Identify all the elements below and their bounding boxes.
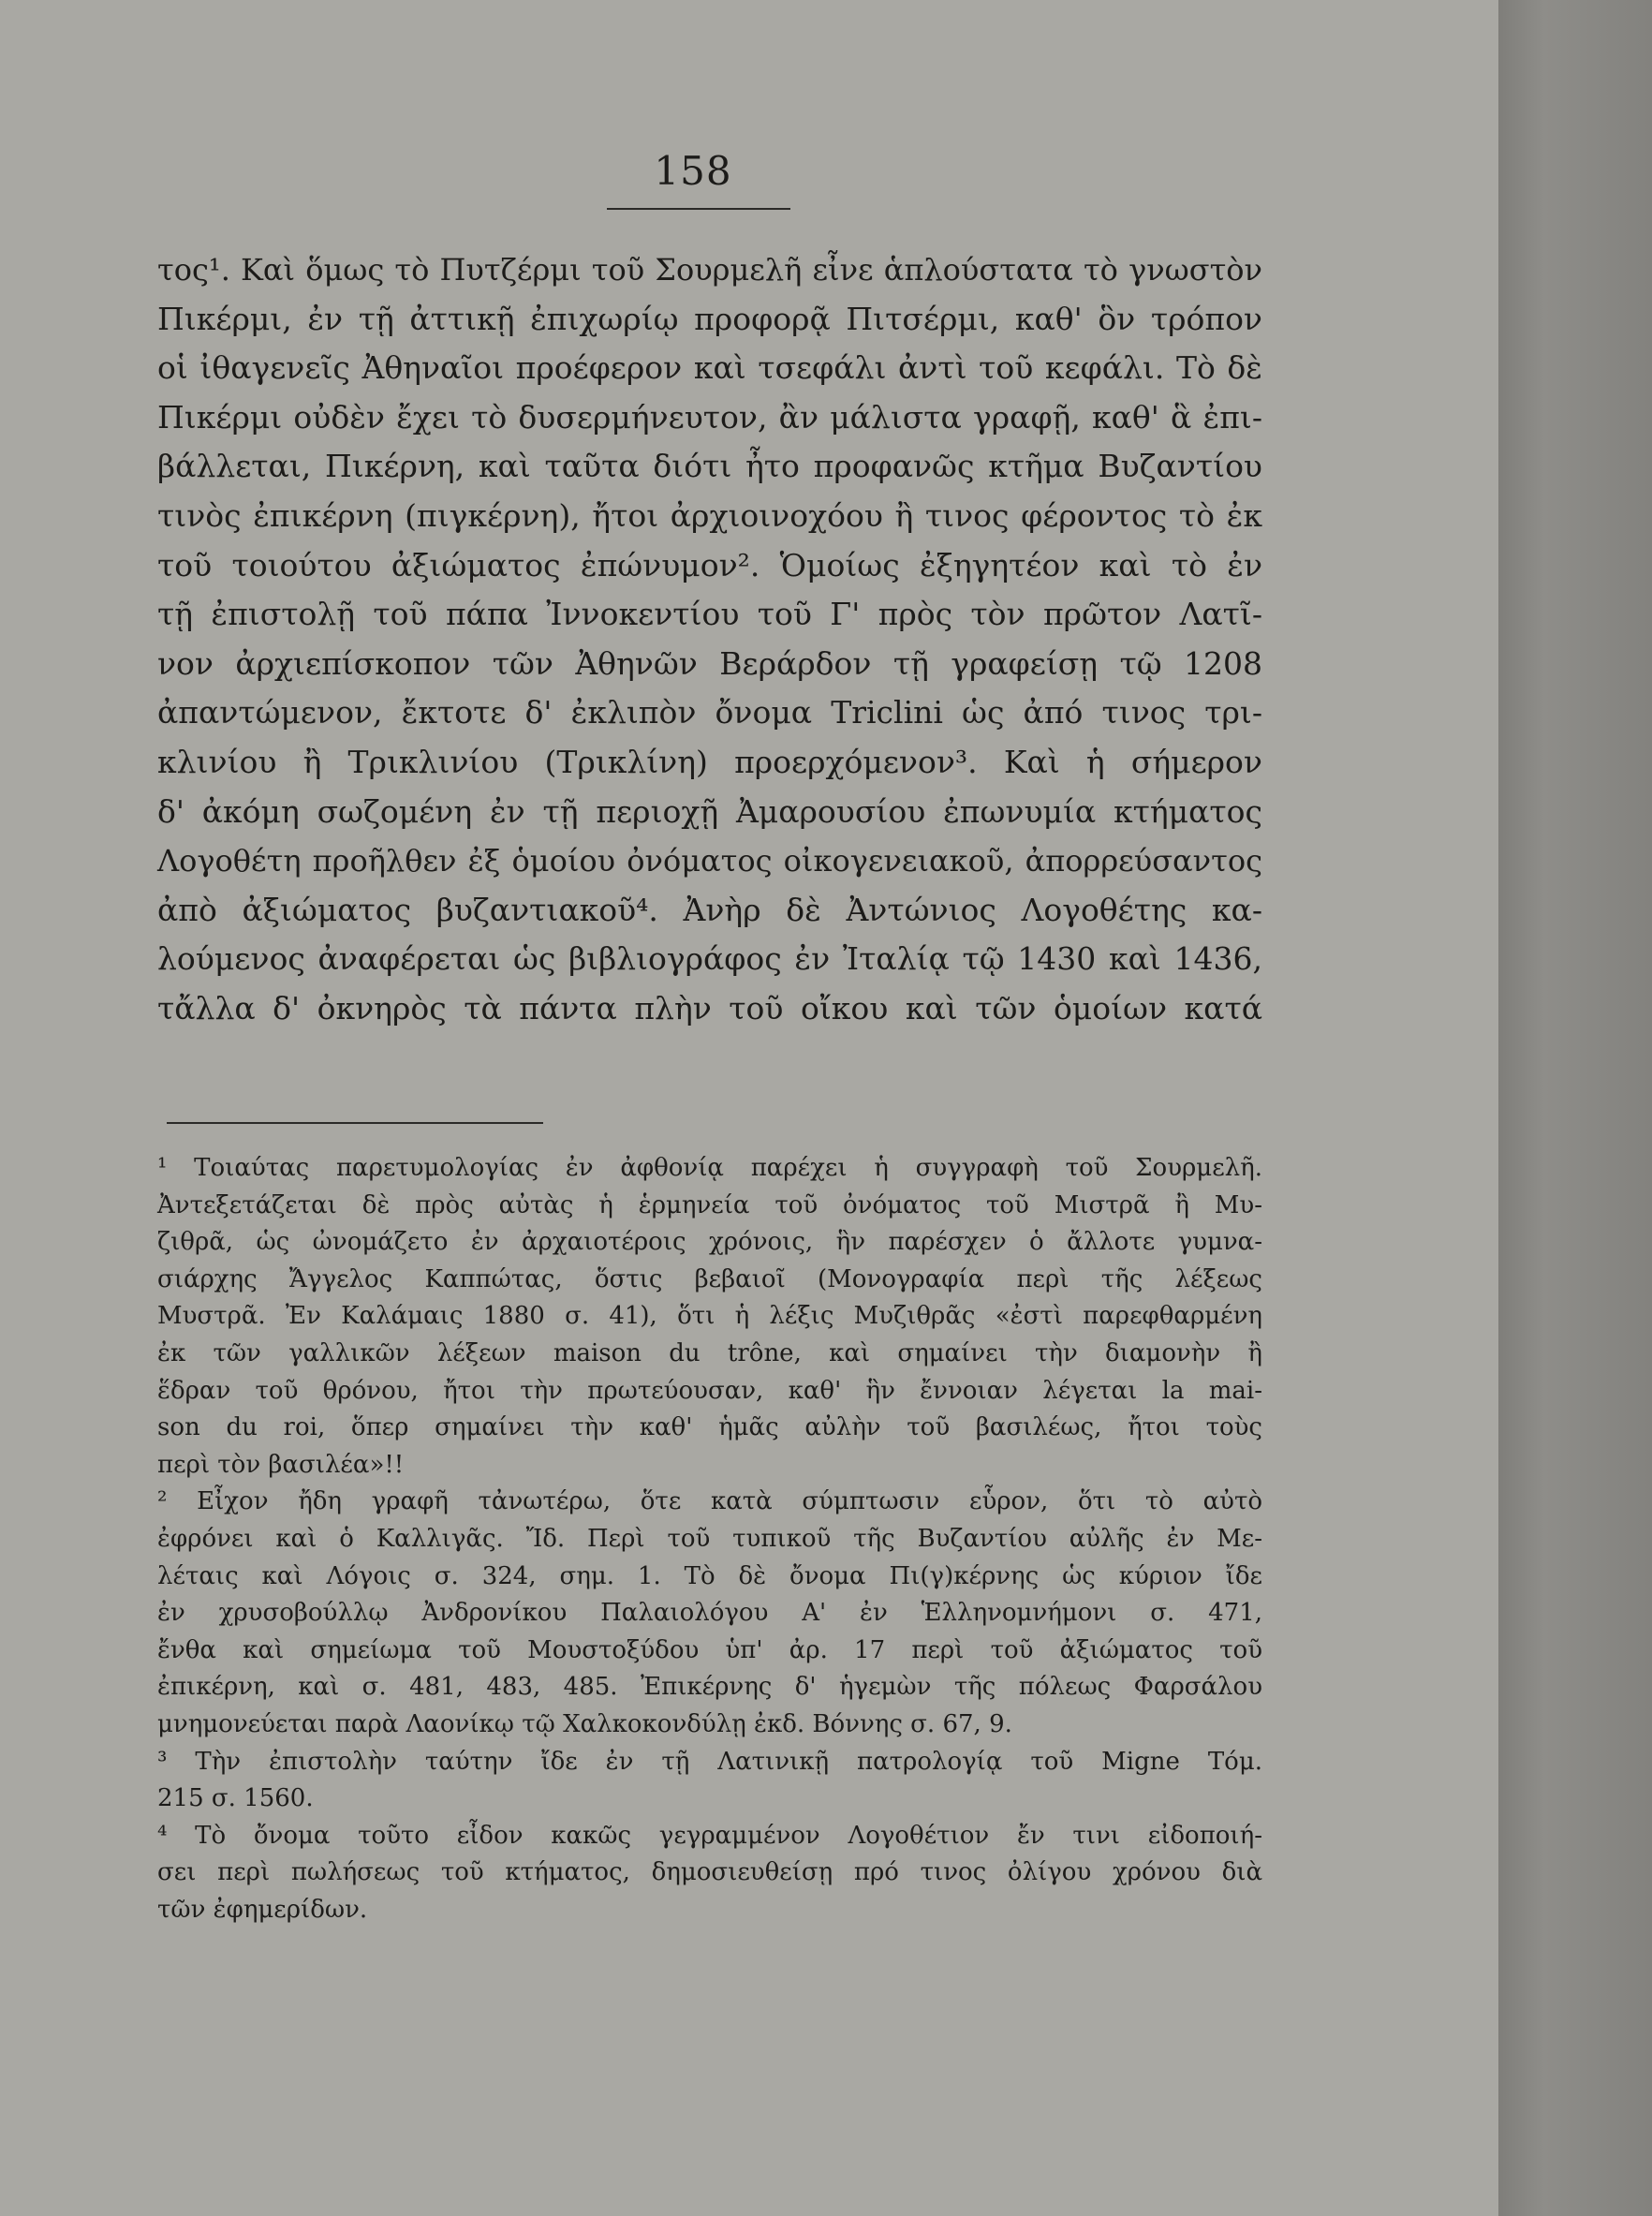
footnote-line: 215 σ. 1560. [157, 1784, 314, 1813]
main-line: ἀπὸ ἀξιώματος βυζαντιακοῦ⁴. Ἀνὴρ δὲ Ἀντώνιος Λογοθέτης κα- [157, 891, 1262, 928]
footnote-line: ἔνθα καὶ σημείωμα τοῦ Μουστοξύδου ὑπ' ἀρ. 17 περὶ τοῦ ἀξιώματος τοῦ [157, 1635, 1262, 1664]
footnotes [157, 1150, 1262, 1928]
main-line: τῇ ἐπιστολῇ τοῦ πάπα Ἰννοκεντίου τοῦ Γ' πρὸς τὸν πρῶτον Λατῖ- [157, 596, 1262, 633]
main-line: ἀπαντώμενον, ἔκτοτε δ' ἐκλιπὸν ὄνομα Triclini ὡς ἀπό τινος τρι- [157, 694, 1262, 731]
footnote-line: ἐν χρυσοβούλλῳ Ἀνδρονίκου Παλαιολόγου Α' ἐν Ἑλληνομνήμονι σ. 471, [157, 1599, 1262, 1628]
footnote-line: ζιθρᾶ, ὡς ὠνομάζετο ἐν ἀρχαιοτέροις χρόνοις, ἣν παρέσχεν ὁ ἄλλοτε γυμνα- [157, 1228, 1262, 1257]
main-line: λούμενος ἀναφέρεται ὡς βιβλιογράφος ἐν Ἰταλίᾳ τῷ 1430 καὶ 1436, [157, 940, 1262, 978]
footnote-line: ἐπικέρνη, καὶ σ. 481, 483, 485. Ἐπικέρνης δ' ἡγεμὼν τῆς πόλεως Φαρσάλου [157, 1673, 1262, 1702]
main-line: δ' ἀκόμη σωζομένη ἐν τῇ περιοχῇ Ἀμαρουσίου ἐπωνυμία κτήματος [157, 792, 1262, 830]
footnote-line: Ἀντεξετάζεται δὲ πρὸς αὐτὰς ἡ ἑρμηνεία τοῦ ὀνόματος τοῦ Μιστρᾶ ἢ Μυ- [157, 1190, 1262, 1219]
footnote-line: σει περὶ πωλήσεως τοῦ κτήματος, δημοσιευθείσῃ πρό τινος ὀλίγου χρόνου διὰ [157, 1858, 1262, 1887]
main-line: οἱ ἰθαγενεῖς Ἀθηναῖοι προέφερον καὶ τσεφάλι ἀντὶ τοῦ κεφάλι. Τὸ δὲ [157, 349, 1262, 387]
page-number-rule [607, 208, 790, 210]
main-line: Λογοθέτη προῆλθεν ἐξ ὁμοίου ὀνόματος οἰκογενειακοῦ, ἀπορρεύσαντος [157, 843, 1262, 879]
footnote-line: ² Εἶχον ἤδη γραφῆ τἀνωτέρω, ὅτε κατὰ σύμπτωσιν εὗρον, ὅτι τὸ αὐτὸ [157, 1487, 1262, 1516]
footnote-line: ⁴ Τὸ ὄνομα τοῦτο εἶδον κακῶς γεγραμμένον Λογοθέτιον ἔν τινι εἰδοποιή- [157, 1821, 1262, 1850]
footnote-line: μνημονεύεται παρὰ Λαονίκῳ τῷ Χαλκοκονδύλῃ ἐκδ. Βόννης σ. 67, 9. [157, 1709, 1012, 1738]
main-line: τοῦ τοιούτου ἀξιώματος ἐπώνυμον². Ὁμοίως ἐξηγητέον καὶ τὸ ἐν [157, 546, 1262, 584]
footnote-line: λέταις καὶ Λόγοις σ. 324, σημ. 1. Τὸ δὲ ὄνομα Πι(γ)κέρνης ὡς κύριον ἴδε [157, 1561, 1262, 1590]
main-line: τος¹. Καὶ ὅμως τὸ Πυτζέρμι τοῦ Σουρμελῆ εἶνε ἁπλούστατα τὸ γνωστὸν [157, 252, 1262, 288]
footnote-line: περὶ τὸν βασιλέα»!! [157, 1450, 405, 1479]
main-text [157, 245, 1262, 1034]
main-line: Πικέρμι, ἐν τῇ ἀττικῇ ἐπιχωρίῳ προφορᾷ Πιτσέρμι, καθ' ὃν τρόπον [157, 300, 1262, 337]
footnote-line: ¹ Τοιαύτας παρετυμολογίας ἐν ἀφθονίᾳ παρέχει ἡ συγγραφὴ τοῦ Σουρμελῆ. [157, 1154, 1262, 1182]
main-line: Πικέρμι οὐδὲν ἔχει τὸ δυσερμήνευτον, ἂν μάλιστα γραφῇ, καθ' ἃ ἐπι- [157, 398, 1262, 436]
footnote-line: son du roi, ὅπερ σημαίνει τὴν καθ' ἡμᾶς αὐλὴν τοῦ βασιλέως, ἤτοι τοὺς [157, 1413, 1262, 1442]
main-line: τινὸς ἐπικέρνη (πιγκέρνη), ἤτοι ἀρχιοινοχόου ἢ τινος φέροντος τὸ ἐκ [157, 496, 1262, 534]
footnote-line: ³ Τὴν ἐπιστολὴν ταύτην ἴδε ἐν τῇ Λατινικῇ πατρολογίᾳ τοῦ Migne Τόμ. [157, 1747, 1262, 1776]
page-edge-shadow [1498, 0, 1652, 2216]
main-line: κλινίου ἢ Τρικλινίου (Τρικλίνη) προερχόμενον³. Καὶ ἡ σήμερον [157, 743, 1262, 780]
main-line: νον ἀρχιεπίσκοπον τῶν Ἀθηνῶν Βεράρδον τῇ γραφείσῃ τῷ 1208 [157, 644, 1262, 682]
footnote-separator [167, 1122, 543, 1124]
footnote-line: ἕδραν τοῦ θρόνου, ἤτοι τὴν πρωτεύουσαν, καθ' ἣν ἔννοιαν λέγεται la mai- [157, 1376, 1262, 1405]
page-number: 158 [654, 148, 732, 194]
footnote-line: Μυστρᾶ. Ἐν Καλάμαις 1880 σ. 41), ὅτι ἡ λέξις Μυζιθρᾶς «ἐστὶ παρεφθαρμένη [157, 1302, 1262, 1331]
footnote-line: τῶν ἐφημερίδων. [157, 1895, 368, 1924]
main-line: βάλλεται, Πικέρνη, καὶ ταῦτα διότι ἦτο προφανῶς κτῆμα Βυζαντίου [157, 448, 1262, 485]
footnote-line: σιάρχης Ἄγγελος Καππώτας, ὅστις βεβαιοῖ (Μονογραφία περὶ τῆς λέξεως [157, 1264, 1262, 1293]
footnote-line: ἐκ τῶν γαλλικῶν λέξεων maison du trône, καὶ σημαίνει τὴν διαμονὴν ἢ [157, 1338, 1262, 1367]
footnote-line: ἐφρόνει καὶ ὁ Καλλιγᾶς. Ἴδ. Περὶ τοῦ τυπικοῦ τῆς Βυζαντίου αὐλῆς ἐν Με- [157, 1524, 1262, 1553]
main-line: τἄλλα δ' ὀκνηρὸς τὰ πάντα πλὴν τοῦ οἴκου καὶ τῶν ὁμοίων κατά [157, 989, 1262, 1027]
